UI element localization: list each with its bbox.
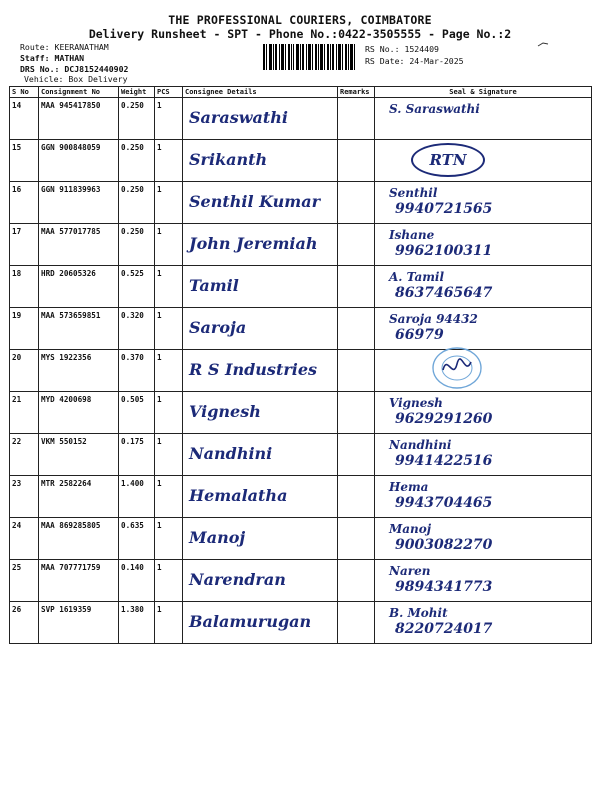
cell-sno: 25 [10, 560, 39, 602]
cell-signature [375, 476, 592, 518]
cell-signature [375, 602, 592, 644]
cell-remarks [338, 98, 375, 140]
consignee-handwritten-name: Balamurugan [189, 612, 312, 631]
cell-signature [375, 224, 592, 266]
signature-phone: 9629291260 [395, 411, 493, 427]
route-label: Route: [20, 42, 50, 52]
cell-consignment-no: MYD 4200698 [39, 392, 119, 434]
cell-sno: 23 [10, 476, 39, 518]
consignee-handwritten-name: Nandhini [189, 444, 273, 463]
cell-remarks [338, 350, 375, 392]
cell-weight: 0.140 [119, 560, 155, 602]
consignee-handwritten-name: Tamil [189, 276, 239, 295]
rs-no-line [365, 43, 464, 55]
consignee-handwritten-name: Saroja [189, 318, 247, 337]
col-header-consignee: Consignee Details [183, 87, 338, 98]
route-value: KEERANATHAM [54, 42, 109, 52]
table-row [10, 98, 592, 140]
drs-line [20, 64, 128, 75]
cell-remarks [338, 308, 375, 350]
cell-consignment-no: MAA 707771759 [39, 560, 119, 602]
cell-pcs: 1 [155, 476, 183, 518]
table-row [10, 140, 592, 182]
cell-consignee [183, 476, 338, 518]
company-seal-icon [431, 346, 483, 390]
runsheet-table [9, 86, 592, 644]
cell-consignee [183, 518, 338, 560]
rs-date-line [365, 55, 464, 67]
cell-remarks [338, 560, 375, 602]
signature-phone: 9941422516 [395, 453, 493, 469]
signature-text: Ishane [389, 228, 435, 242]
col-header-consignment: Consignment No [39, 87, 119, 98]
rs-date-value: 24-Mar-2025 [409, 56, 464, 66]
cell-consignee [183, 602, 338, 644]
cell-weight: 1.400 [119, 476, 155, 518]
cell-remarks [338, 476, 375, 518]
cell-consignee [183, 182, 338, 224]
cell-sno: 24 [10, 518, 39, 560]
consignee-handwritten-name: John Jeremiah [189, 234, 318, 253]
consignee-handwritten-name: Hemalatha [189, 486, 288, 505]
cell-consignment-no: MAA 577017785 [39, 224, 119, 266]
cell-signature [375, 350, 592, 392]
barcode-image [263, 44, 355, 70]
table-row [10, 476, 592, 518]
pen-mark-icon [537, 41, 549, 49]
rs-info [365, 43, 464, 67]
cell-consignment-no: HRD 20605326 [39, 266, 119, 308]
consignee-handwritten-name: Vignesh [189, 402, 261, 421]
table-row [10, 266, 592, 308]
cell-sno: 19 [10, 308, 39, 350]
cell-consignment-no: GGN 900848059 [39, 140, 119, 182]
table-row [10, 308, 592, 350]
cell-signature [375, 434, 592, 476]
signature-phone: 66979 [395, 327, 444, 343]
route-line [20, 42, 109, 53]
signature-text: Vignesh [389, 396, 443, 410]
cell-consignment-no: MYS 1922356 [39, 350, 119, 392]
cell-pcs: 1 [155, 308, 183, 350]
cell-consignment-no: SVP 1619359 [39, 602, 119, 644]
signature-text: B. Mohit [389, 606, 448, 620]
cell-consignee [183, 350, 338, 392]
rs-no-value: 1524409 [404, 44, 439, 54]
staff-line [20, 53, 84, 64]
col-header-weight: Weight [119, 87, 155, 98]
cell-remarks [338, 140, 375, 182]
cell-signature [375, 182, 592, 224]
signature-text: S. Saraswathi [389, 102, 480, 116]
cell-sno: 26 [10, 602, 39, 644]
cell-pcs: 1 [155, 182, 183, 224]
signature-phone: 9962100311 [395, 243, 493, 259]
cell-pcs: 1 [155, 392, 183, 434]
signature-phone: 9940721565 [395, 201, 493, 217]
col-header-pcs: PCS [155, 87, 183, 98]
consignee-handwritten-name: R S Industries [189, 360, 318, 379]
signature-phone: 9894341773 [395, 579, 493, 595]
cell-consignment-no: VKM 550152 [39, 434, 119, 476]
cell-weight: 0.250 [119, 182, 155, 224]
cell-remarks [338, 434, 375, 476]
table-header-row [10, 87, 592, 98]
cell-remarks [338, 182, 375, 224]
col-header-remarks: Remarks [338, 87, 375, 98]
cell-weight: 0.250 [119, 98, 155, 140]
cell-signature [375, 392, 592, 434]
signature-text: A. Tamil [389, 270, 445, 284]
cell-sno: 22 [10, 434, 39, 476]
consignee-handwritten-name: Manoj [189, 528, 246, 547]
company-title: THE PROFESSIONAL COURIERS, COIMBATORE [168, 13, 432, 27]
staff-value: MATHAN [54, 53, 85, 63]
consignee-handwritten-name: Saraswathi [189, 108, 288, 127]
cell-sno: 14 [10, 98, 39, 140]
consignee-handwritten-name: Narendran [189, 570, 286, 589]
signature-text: Senthil [389, 186, 438, 200]
cell-consignment-no: MAA 869285805 [39, 518, 119, 560]
table-row [10, 350, 592, 392]
drs-value: DCJ8152440902 [64, 64, 129, 74]
cell-pcs: 1 [155, 224, 183, 266]
signature-phone: 9003082270 [395, 537, 493, 553]
cell-weight: 0.525 [119, 266, 155, 308]
cell-signature [375, 266, 592, 308]
cell-sno: 20 [10, 350, 39, 392]
signature-text: Naren [389, 564, 431, 578]
vehicle-label: Vehicle: [24, 74, 64, 84]
cell-consignee [183, 392, 338, 434]
cell-consignment-no: MAA 945417850 [39, 98, 119, 140]
cell-consignee [183, 140, 338, 182]
cell-pcs: 1 [155, 140, 183, 182]
cell-consignee [183, 266, 338, 308]
table-row [10, 560, 592, 602]
cell-pcs: 1 [155, 602, 183, 644]
rtn-stamp: RTN [411, 143, 485, 177]
cell-weight: 0.250 [119, 140, 155, 182]
cell-consignee [183, 434, 338, 476]
cell-signature [375, 140, 592, 182]
consignee-handwritten-name: Srikanth [189, 150, 268, 169]
cell-weight: 0.505 [119, 392, 155, 434]
cell-pcs: 1 [155, 98, 183, 140]
signature-text: Saroja 94432 [389, 312, 478, 326]
signature-text: Manoj [389, 522, 432, 536]
cell-weight: 0.175 [119, 434, 155, 476]
cell-weight: 1.380 [119, 602, 155, 644]
cell-remarks [338, 224, 375, 266]
cell-consignee [183, 224, 338, 266]
cell-pcs: 1 [155, 434, 183, 476]
cell-signature [375, 308, 592, 350]
col-header-sno: S No [10, 87, 39, 98]
cell-pcs: 1 [155, 518, 183, 560]
cell-weight: 0.370 [119, 350, 155, 392]
cell-signature [375, 560, 592, 602]
cell-pcs: 1 [155, 560, 183, 602]
cell-signature [375, 518, 592, 560]
cell-pcs: 1 [155, 350, 183, 392]
rs-no-label: RS No.: [365, 44, 400, 54]
staff-label: Staff: [20, 53, 50, 63]
cell-consignment-no: GGN 911839963 [39, 182, 119, 224]
cell-consignment-no: MTR 2582264 [39, 476, 119, 518]
table-row [10, 224, 592, 266]
cell-remarks [338, 266, 375, 308]
cell-remarks [338, 602, 375, 644]
signature-phone: 8220724017 [395, 621, 493, 637]
consignee-handwritten-name: Senthil Kumar [189, 192, 321, 211]
col-header-signature: Seal & Signature [375, 87, 592, 98]
cell-weight: 0.635 [119, 518, 155, 560]
cell-weight: 0.250 [119, 224, 155, 266]
runsheet-subtitle: Delivery Runsheet - SPT - Phone No.:0422-3505555 - Page No.:2 [88, 27, 512, 41]
cell-signature [375, 98, 592, 140]
drs-label: DRS No.: [20, 64, 60, 74]
cell-sno: 21 [10, 392, 39, 434]
cell-consignee [183, 560, 338, 602]
vehicle-line [24, 74, 128, 85]
table-row [10, 434, 592, 476]
vehicle-value: Box Delivery [68, 74, 128, 84]
rs-date-label: RS Date: [365, 56, 405, 66]
cell-remarks [338, 392, 375, 434]
table-row [10, 518, 592, 560]
table-row [10, 602, 592, 644]
signature-text: Hema [389, 480, 429, 494]
cell-sno: 15 [10, 140, 39, 182]
cell-pcs: 1 [155, 266, 183, 308]
cell-weight: 0.320 [119, 308, 155, 350]
cell-sno: 16 [10, 182, 39, 224]
cell-consignment-no: MAA 573659851 [39, 308, 119, 350]
cell-sno: 17 [10, 224, 39, 266]
signature-phone: 9943704465 [395, 495, 493, 511]
cell-sno: 18 [10, 266, 39, 308]
signature-phone: 8637465647 [395, 285, 493, 301]
cell-consignee [183, 98, 338, 140]
signature-text: Nandhini [389, 438, 452, 452]
cell-consignee [183, 308, 338, 350]
cell-remarks [338, 518, 375, 560]
table-row [10, 392, 592, 434]
table-row [10, 182, 592, 224]
